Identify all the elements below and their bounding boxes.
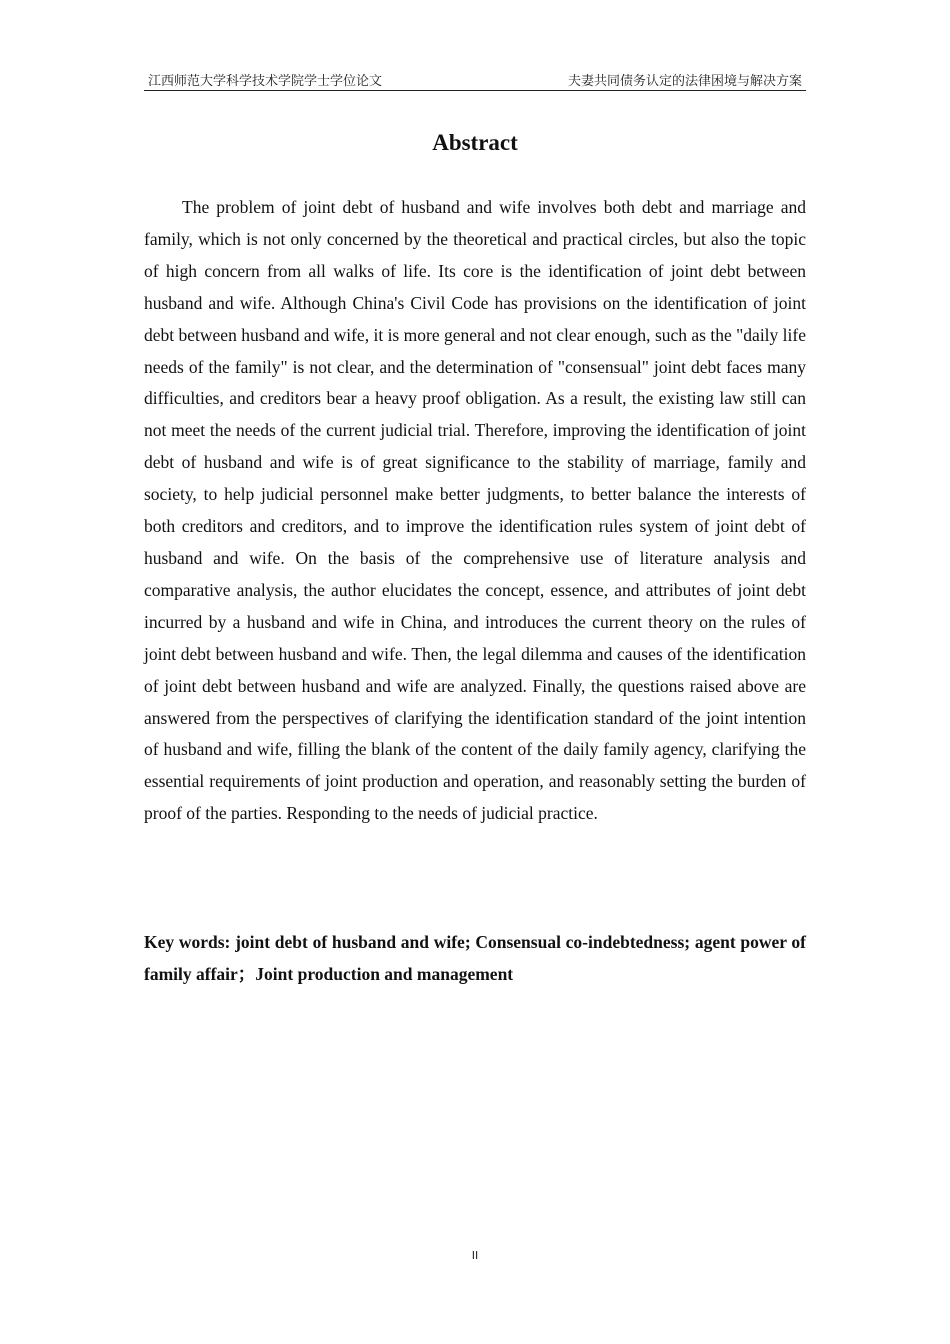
header-university-title: 江西师范大学科学技术学院学士学位论文	[148, 74, 383, 89]
running-header	[144, 68, 806, 91]
page-number: II	[471, 1249, 479, 1262]
abstract-paragraph: The problem of joint debt of husband and wife involves both debt and marriage and family, which is not only concerned by the theoretical and practical circles, but also the topic of high concern from all walks of life. Its core is the identification of joint debt between husband and wife. Although China's Civil Code has provisions on the identification of joint debt between husband and wife, it is more general and not clear enough, such as the "daily life needs of the family" is not clear, and the determination of "consensual" joint debt faces many difficulties, and creditors bear a heavy proof obligation. As a result, the existing law still can not meet the needs of the current judicial trial. Therefore, improving the identification of joint debt of husband and wife is of great significance to the stability of marriage, family and society, to help judicial personnel make better judgments, to better balance the interests of both creditors and creditors, and to improve the identification rules system of joint debt of husband and wife. On the basis of the comprehensive use of literature analysis and comparative analysis, the author elucidates the concept, essence, and attributes of joint debt incurred by a husband and wife in China, and introduces the current theory on the rules of joint debt between husband and wife. Then, the legal dilemma and causes of the identification of joint debt between husband and wife are analyzed. Finally, the questions raised above are answered from the perspectives of clarifying the identification standard of the joint intention of husband and wife, filling the blank of the content of the daily family agency, clarifying the essential requirements of joint production and operation, and reasonably setting the burden of proof of the parties. Responding to the needs of judicial practice.	[144, 197, 806, 824]
abstract-heading: Abstract	[432, 130, 518, 155]
header-thesis-title: 夫妻共同债务认定的法律困境与解决方案	[567, 74, 802, 89]
keywords-line: Key words: joint debt of husband and wife; Consensual co-indebtedness; agent power of family affair；Joint production and management	[144, 932, 806, 984]
